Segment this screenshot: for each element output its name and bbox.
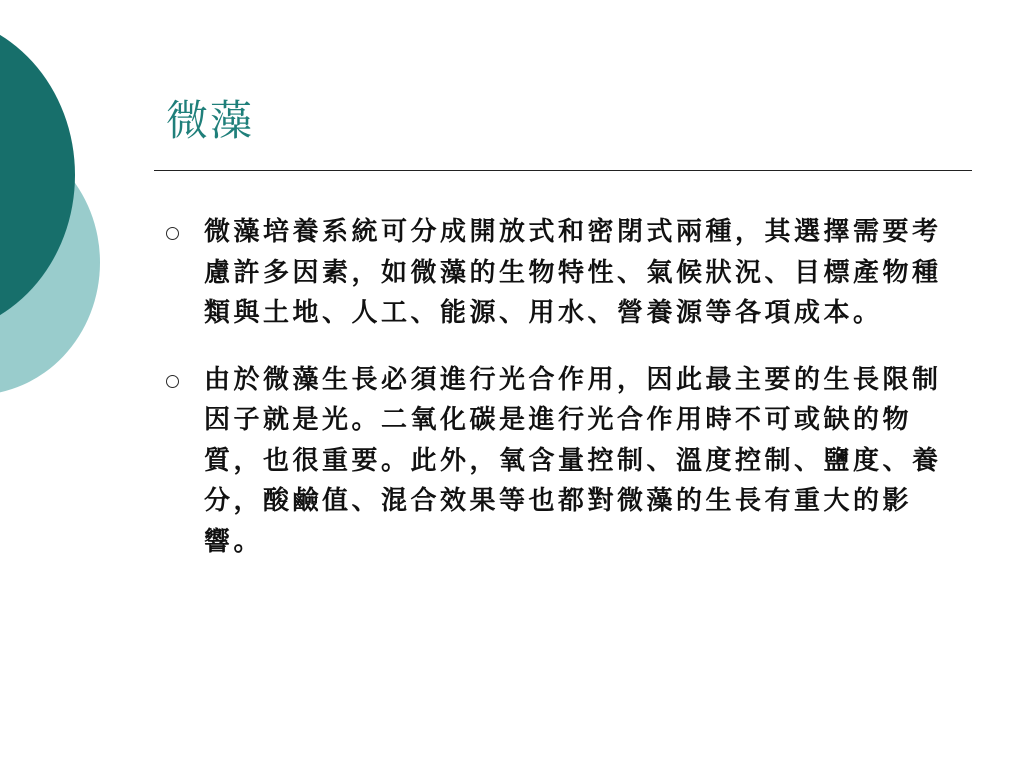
slide-title: 微藻 (166, 96, 255, 145)
bullet-text: 由於微藻生長必須進行光合作用，因此最主要的生長限制因子就是光。二氧化碳是進行光合作用時不可或缺的物質，也很重要。此外，氧含量控制、溫度控制、鹽度、養分，酸鹼值、混合效果等也都對微藻的生長有重大的影響。 (204, 364, 942, 557)
bullet-list (164, 212, 964, 588)
hollow-circle-icon (166, 227, 179, 240)
bullet-text: 微藻培養系統可分成開放式和密閉式兩種，其選擇需要考慮許多因素，如微藻的生物特性、氣候狀況、目標產物種類與土地、人工、能源、用水、營養源等各項成本。 (204, 217, 942, 328)
hollow-circle-icon (166, 375, 179, 388)
bullet-item (164, 360, 964, 563)
title-underline (154, 170, 972, 171)
bullet-item (164, 212, 964, 334)
